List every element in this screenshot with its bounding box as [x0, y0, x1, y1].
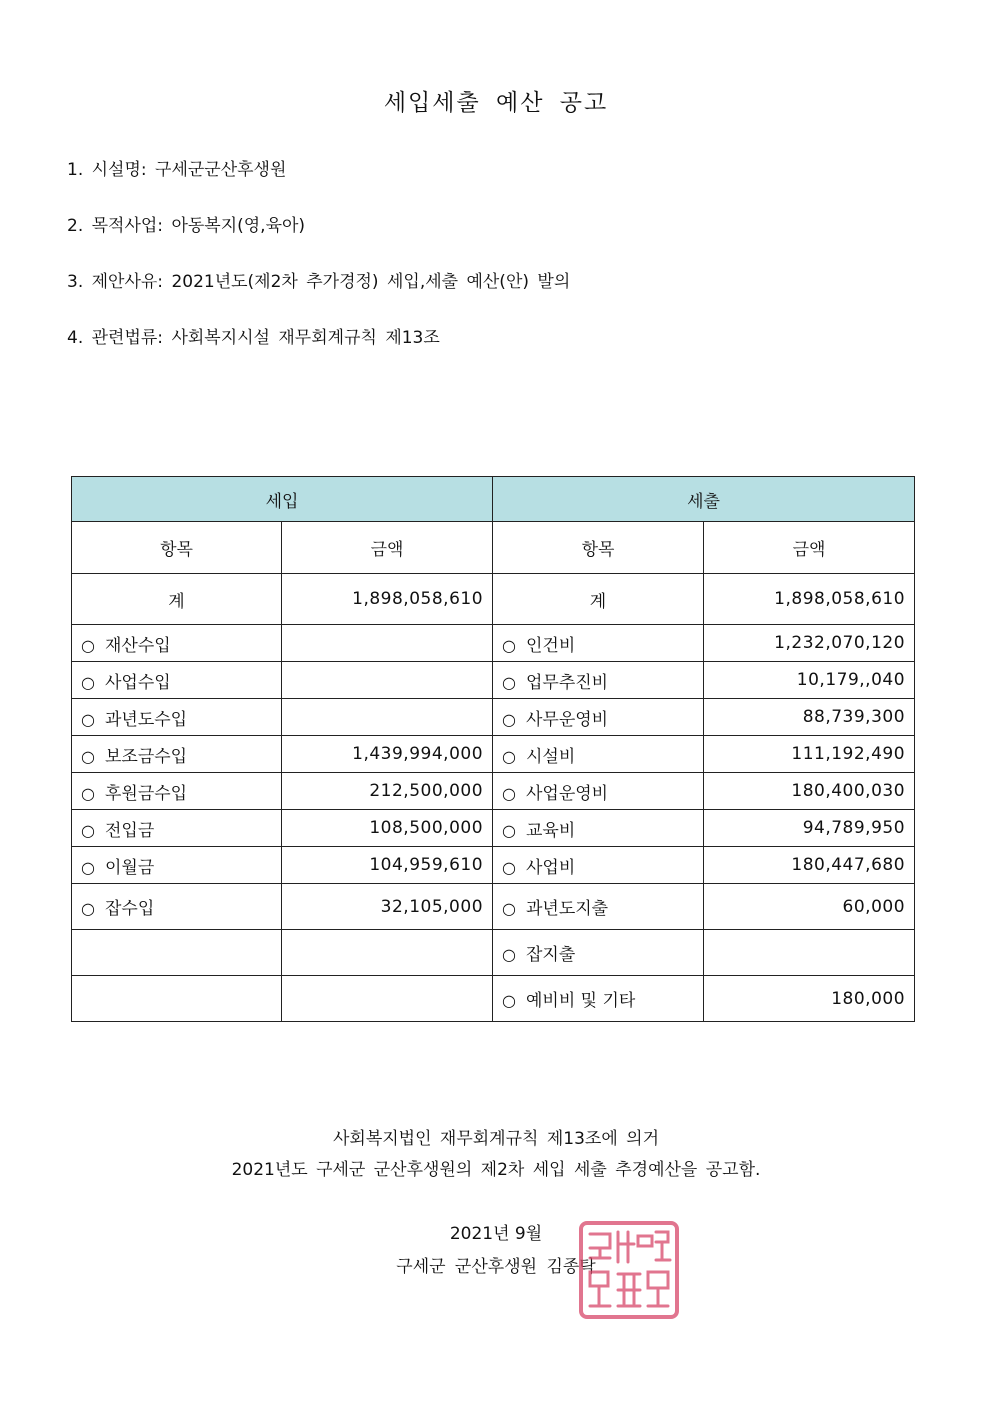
notice-line-1: 사회복지법인 재무회계규칙 제13조에 의거	[332, 1129, 660, 1149]
income-amount-cell	[282, 662, 493, 699]
income-amount-cell	[282, 773, 493, 810]
info-list	[67, 157, 570, 381]
circle-bullet-icon: ○	[502, 945, 516, 964]
expense-total-label: 계	[493, 574, 704, 625]
notice	[0, 1124, 992, 1186]
circle-bullet-icon: ○	[502, 635, 516, 655]
circle-bullet-icon: ○	[502, 991, 516, 1010]
expense-amount: 180,000	[831, 988, 906, 1009]
budget-row	[72, 930, 915, 976]
expense-amount-cell	[704, 736, 915, 773]
income-amount-cell	[282, 736, 493, 773]
income-amount: 104,959,610	[369, 855, 484, 875]
expense-item-cell	[493, 625, 704, 662]
expense-item-cell	[493, 810, 704, 847]
expense-item: 교육비	[525, 820, 576, 841]
expense-item: 사업비	[525, 857, 576, 878]
expense-amount: 180,447,680	[791, 855, 906, 875]
expense-item-cell	[493, 662, 704, 699]
info-reason: 3. 제안사유: 2021년도(제2차 추가경정) 세입,세출 예산(안) 발의	[67, 272, 571, 292]
signer: 구세군 군산후생원 김종탁	[396, 1257, 596, 1277]
income-amount-cell	[282, 699, 493, 736]
income-amount-cell	[282, 884, 493, 930]
income-item-cell	[72, 736, 282, 773]
info-law: 4. 관련법류: 사회복지시설 재무회계규칙 제13조	[67, 328, 440, 348]
budget-row	[72, 884, 915, 930]
budget-row	[72, 736, 915, 773]
income-item-cell	[72, 662, 282, 699]
income-total-label: 계	[72, 574, 282, 625]
section-header-row	[72, 477, 915, 522]
expense-item-cell	[493, 699, 704, 736]
income-amount: 212,500,000	[369, 781, 484, 801]
budget-row	[72, 810, 915, 847]
income-item-cell	[72, 699, 282, 736]
expense-amount: 60,000	[842, 896, 906, 917]
income-item: 잡수입	[104, 899, 155, 919]
circle-bullet-icon: ○	[81, 899, 95, 918]
income-amount-cell	[282, 847, 493, 884]
income-amount-header: 금액	[282, 522, 493, 574]
income-item-cell	[72, 847, 282, 884]
income-amount: 1,439,994,000	[352, 744, 484, 764]
expense-total-amount: 1,898,058,610	[704, 574, 915, 625]
circle-bullet-icon: ○	[81, 635, 95, 655]
expense-item: 과년도지출	[525, 899, 609, 919]
expense-item-cell	[493, 773, 704, 810]
expense-amount-cell	[704, 930, 915, 976]
expense-amount-cell	[704, 662, 915, 699]
expense-amount-cell	[704, 847, 915, 884]
expense-item-cell	[493, 976, 704, 1022]
income-amount-cell	[282, 976, 493, 1022]
circle-bullet-icon: ○	[502, 783, 516, 803]
circle-bullet-icon: ○	[81, 672, 95, 692]
expense-amount-cell	[704, 625, 915, 662]
income-total-amount: 1,898,058,610	[282, 574, 493, 625]
expense-amount-cell	[704, 810, 915, 847]
budget-row	[72, 847, 915, 884]
income-item: 이월금	[104, 857, 155, 878]
income-item-cell	[72, 884, 282, 930]
budget-row	[72, 699, 915, 736]
expense-amount-header: 금액	[704, 522, 915, 574]
expense-amount-cell	[704, 699, 915, 736]
income-item: 사업수입	[104, 672, 171, 693]
income-item: 후원금수입	[104, 783, 188, 804]
expense-item-header: 항목	[493, 522, 704, 574]
expense-header: 세출	[493, 477, 915, 522]
expense-amount-cell	[704, 884, 915, 930]
expense-amount: 1,232,070,120	[774, 633, 906, 653]
income-item: 보조금수입	[104, 746, 188, 767]
income-item-cell	[72, 976, 282, 1022]
circle-bullet-icon: ○	[81, 820, 95, 840]
info-purpose: 2. 목적사업: 아동복지(영,육아)	[67, 216, 306, 236]
income-amount: 108,500,000	[369, 818, 484, 838]
expense-amount: 180,400,030	[791, 781, 906, 801]
budget-row	[72, 662, 915, 699]
circle-bullet-icon: ○	[502, 857, 516, 877]
info-facility: 1. 시설명: 구세군군산후생원	[67, 160, 287, 180]
income-amount-cell	[282, 930, 493, 976]
income-header: 세입	[72, 477, 493, 522]
expense-amount: 111,192,490	[791, 744, 906, 764]
circle-bullet-icon: ○	[81, 783, 95, 803]
column-header-row	[72, 522, 915, 574]
expense-amount-cell	[704, 976, 915, 1022]
expense-item-cell	[493, 847, 704, 884]
circle-bullet-icon: ○	[81, 709, 95, 729]
income-item: 재산수입	[104, 635, 171, 656]
expense-item: 인건비	[525, 635, 576, 656]
expense-amount: 88,739,300	[802, 707, 906, 727]
total-row	[72, 574, 915, 625]
notice-date: 2021년 9월	[449, 1224, 543, 1244]
expense-item-cell	[493, 884, 704, 930]
circle-bullet-icon: ○	[502, 899, 516, 918]
income-item-cell	[72, 773, 282, 810]
budget-row	[72, 625, 915, 662]
circle-bullet-icon: ○	[502, 672, 516, 692]
expense-item: 예비비 및 기타	[525, 991, 636, 1011]
income-item-cell	[72, 625, 282, 662]
budget-row	[72, 976, 915, 1022]
income-item: 전입금	[104, 820, 155, 841]
expense-item: 업무추진비	[525, 672, 609, 693]
expense-amount: 94,789,950	[802, 818, 906, 838]
circle-bullet-icon: ○	[502, 746, 516, 766]
circle-bullet-icon: ○	[502, 820, 516, 840]
expense-item: 잡지출	[525, 945, 576, 965]
income-item-header: 항목	[72, 522, 282, 574]
circle-bullet-icon: ○	[81, 746, 95, 766]
expense-item: 시설비	[525, 746, 576, 767]
income-item-cell	[72, 930, 282, 976]
income-amount: 32,105,000	[380, 896, 484, 917]
circle-bullet-icon: ○	[502, 709, 516, 729]
expense-amount: 10,179,,040	[796, 670, 906, 690]
notice-line-2: 2021년도 구세군 군산후생원의 제2차 세입 세출 추경예산을 공고함.	[231, 1160, 761, 1180]
budget-table	[71, 476, 915, 1022]
expense-item-cell	[493, 736, 704, 773]
expense-amount-cell	[704, 773, 915, 810]
circle-bullet-icon: ○	[81, 857, 95, 877]
official-seal-icon	[578, 1220, 680, 1320]
income-amount-cell	[282, 625, 493, 662]
page-title: 세입세출 예산 공고	[383, 90, 609, 116]
income-amount-cell	[282, 810, 493, 847]
income-item-cell	[72, 810, 282, 847]
expense-item: 사무운영비	[525, 709, 609, 730]
budget-row	[72, 773, 915, 810]
income-item: 과년도수입	[104, 709, 188, 730]
expense-item-cell	[493, 930, 704, 976]
expense-item: 사업운영비	[525, 783, 609, 804]
